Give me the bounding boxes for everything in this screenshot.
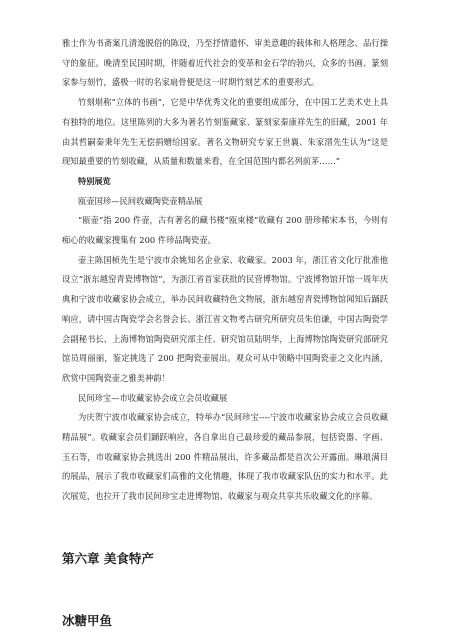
paragraph-folk-treasures: 为庆贺宁波市收藏家协会成立，特举办“民间珍宝----宁波市收藏家协会成立会员收藏精品展”。收藏家会员们踊跃响应，各自拿出自己最珍爱的藏品参展，包括瓷器、字画、玉石等，市收藏家协会挑选出 200 件精品展出，许多藏品都是首次公开露面。琳琅满目的展品，展示了我市收藏家们高雅的文化情趣，体现了我市收藏家队伍的实力和水平。此次展览，也拉开了我市民间珍宝走进博物馆、收藏家与观众共享共乐收藏文化的序幕。	[62, 412, 388, 502]
exhibition-title-teapots: 瓯壶国珍—民间收藏陶瓷壶精品展	[78, 195, 203, 206]
paragraph-bamboo-carving-collection: 竹刻堪称“立体的书画”，它是中华优秀文化的重要组成部分，在中国工艺美术史上具有独特的地位。这里陈列的大多为著名竹刻鉴藏家、篆刻家秦康祥先生的旧藏，2001 年由其哲嗣秦秉年先生无偿捐赠给国家。著名文物研究专家王世襄、朱家溍先生认为“这是现知最重要的竹刻收藏，从质量和数量来看，在全国范围内都名列前茅……”	[62, 97, 388, 167]
paragraph-bamboo-carving-history: 雅士作为书斋案几清逸脱俗的陈设，乃至抒情遣怀、审美意趣的载体和人格理念、品行操守的象征。晚清至民国时期，伴随着近代社会的变革和金石学的勃兴，众多的书画、篆刻家参与刻竹，盛极一时的名家扇骨便是这一时期竹刻艺术的重要形式。	[62, 38, 388, 88]
heading-special-exhibitions: 特别展览	[78, 175, 111, 186]
paragraph-teapots-details: 壶主陈国桢先生是宁波市余姚知名企业家、收藏家。2003 年，浙江省文化厅批准他设立“浙东越窑青瓷博物馆”，为浙江省首家获批的民营博物馆。宁波博物馆开馆一周年庆典和宁波市收藏家协会成立，举办民间收藏特色文物展，浙东越窑青瓷博物馆闻知后踊跃响应，请中国古陶瓷学会名誉会长、浙江省文物考古研究所研究员朱伯谦，中国古陶瓷学会副秘书长、上海博物馆陶瓷研究部主任、研究馆员陆明华，上海博物馆陶瓷研究部研究馆员周丽丽，鉴定挑选了 200 把陶瓷壶展出。观众可从中领略中国陶瓷壶之文化内涵，欣赏中国陶瓷壶之雅美神韵！	[62, 254, 388, 383]
section-heading: 冰糖甲鱼	[62, 612, 113, 628]
exhibition-title-folk-treasures: 民间珍宝—市收藏家协会成立会员收藏展	[78, 392, 228, 403]
chapter-heading: 第六章 美食特产	[62, 550, 154, 566]
paragraph-teapots-intro: “瓯壶”指 200 件壶，古有著名的藏书楼“瓯束楼”收藏有 200 册珍稀宋本书，今则有痴心的收藏家搜集有 200 件珍品陶瓷壶。	[62, 215, 388, 246]
